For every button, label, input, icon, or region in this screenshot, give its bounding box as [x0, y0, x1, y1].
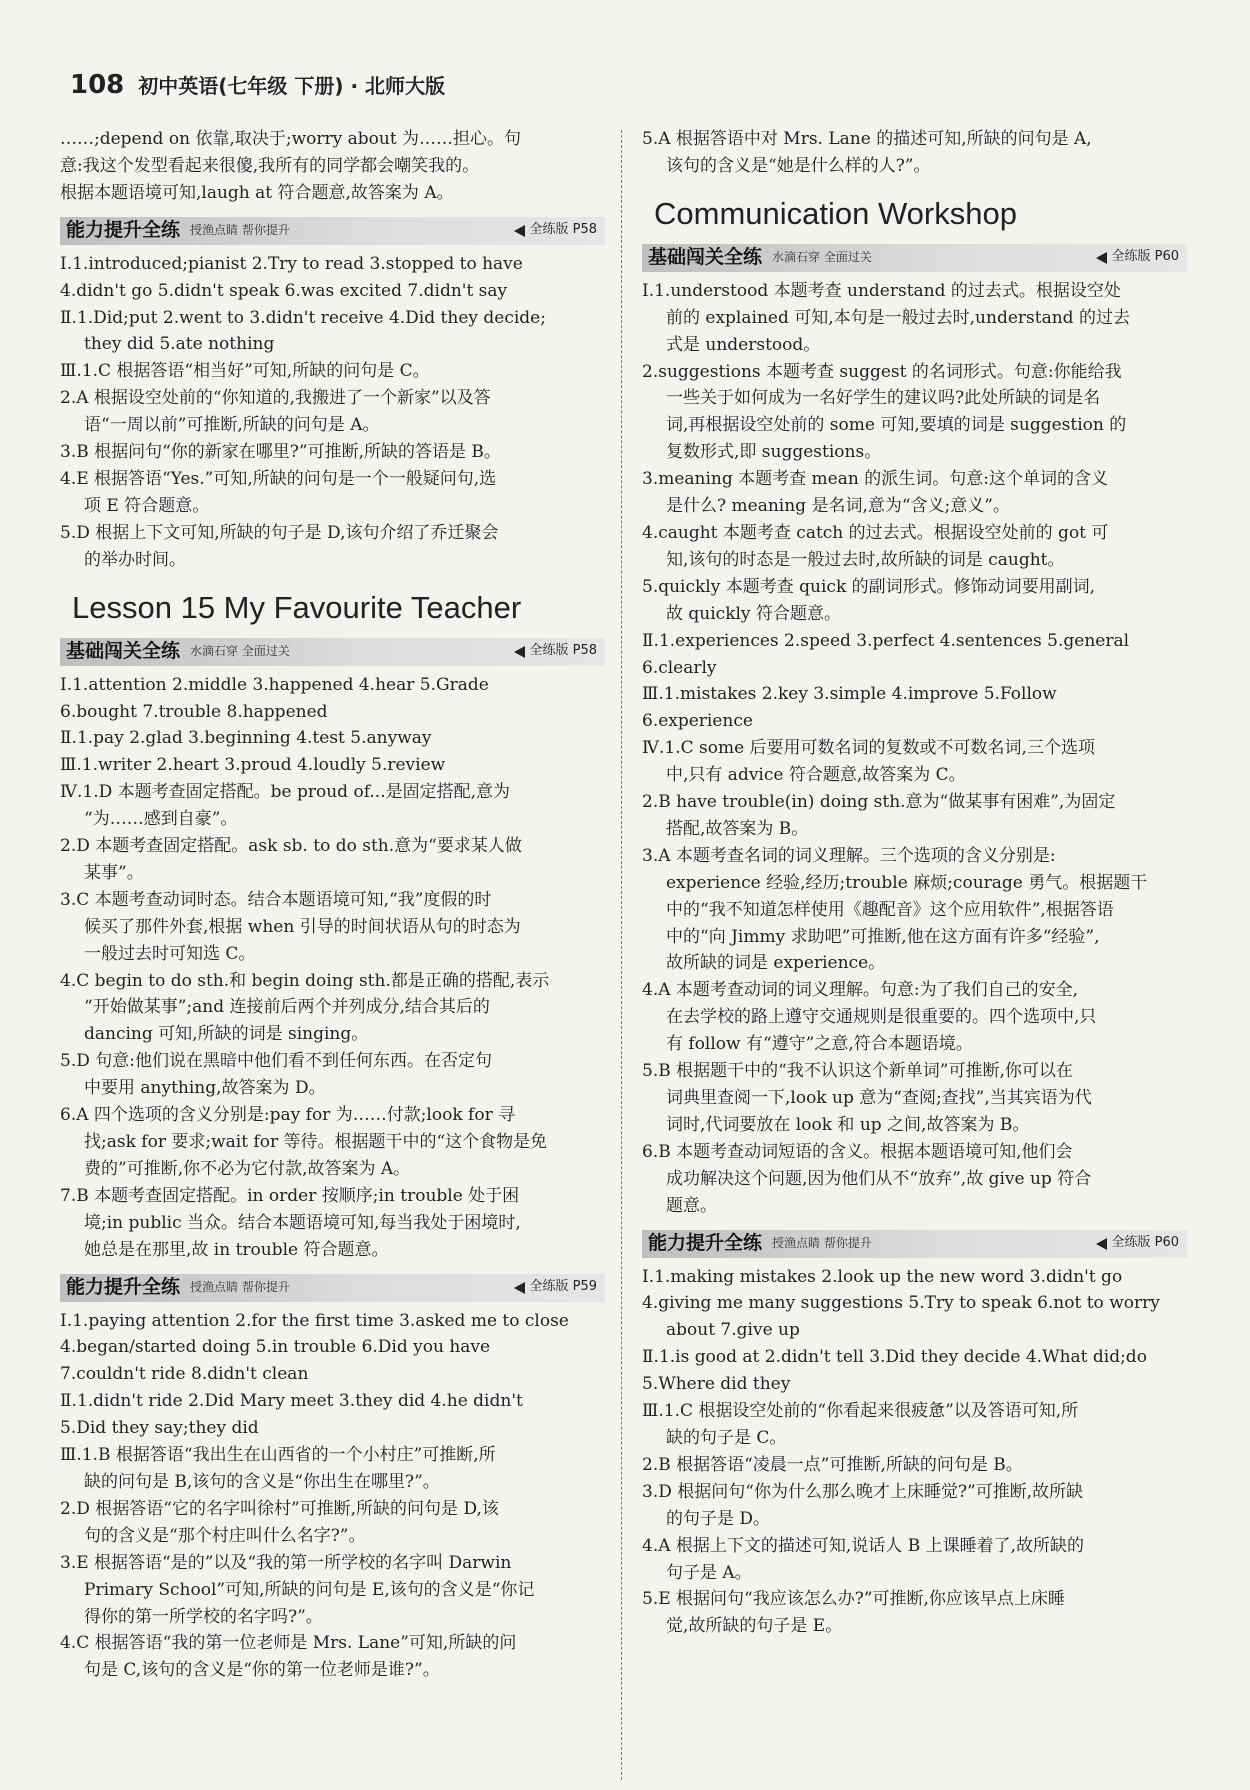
text-line: 境;in public 当众。结合本题语境可知,每当我处于困境时, — [84, 1212, 521, 1233]
section-band-basic-p58 — [60, 638, 605, 666]
text-line: 费的”可推断,你不必为它付款,故答案为 A。 — [84, 1158, 411, 1179]
text-line: 中要用 anything,故答案为 D。 — [84, 1078, 326, 1099]
band-ref: 全练版 P58 — [514, 217, 605, 244]
text-line: 词典里查阅一下,look up 意为“查阅;查找”,当其宾语为代 — [666, 1088, 1092, 1108]
text-line: 2.D 根据答语“它的名字叫徐村”可推断,所缺的问句是 D,该 — [60, 1498, 499, 1519]
page-number: 108 — [70, 70, 125, 100]
text-line: 故 quickly 符合题意。 — [666, 603, 841, 624]
text-line: 的举办时间。 — [84, 549, 186, 570]
section-band-ability-p60 — [642, 1230, 1187, 1258]
text-line: Ⅱ.1.is good at 2.didn't tell 3.Did they decide 4.What did;do — [642, 1347, 1147, 1368]
lesson-title: Lesson 15 My Favourite Teacher — [72, 589, 522, 625]
text-line: 故所缺的词是 experience。 — [666, 953, 886, 974]
text-line: 一般过去时可知选 C。 — [84, 943, 256, 964]
text-line: 式是 understood。 — [666, 334, 821, 355]
band-ref: 全练版 P60 — [1096, 244, 1187, 271]
text-line: 中,只有 advice 符合题意,故答案为 C。 — [666, 765, 966, 786]
section-band-basic-p60 — [642, 244, 1187, 272]
text-line: Ⅰ.1.paying attention 2.for the first time 3.asked me to close — [60, 1310, 569, 1331]
band-title: 能力提升全练 — [648, 1232, 763, 1255]
text-line: 3.B 根据问句“你的新家在哪里?”可推断,所缺的答语是 B。 — [60, 442, 501, 463]
text-line: Ⅲ.1.B 根据答语“我出生在山西省的一个小村庄”可推断,所 — [60, 1445, 496, 1466]
text-line: 搭配,故答案为 B。 — [666, 818, 809, 839]
text-line: 5.D 句意:他们说在黑暗中他们看不到任何东西。在否定句 — [60, 1051, 492, 1072]
band-title: 基础闯关全练 — [66, 640, 181, 663]
text-line: 中的“向 Jimmy 求助吧”可推断,他在这方面有许多“经验”, — [666, 926, 1100, 947]
left-column — [60, 126, 605, 1684]
text-line: 她总是在那里,故 in trouble 符合题意。 — [84, 1239, 389, 1260]
page-header — [70, 70, 445, 110]
band-ref: 全练版 P58 — [514, 638, 605, 665]
answers-ability-p60 — [642, 1264, 1187, 1641]
text-line: 3.A 本题考查名词的词义理解。三个选项的含义分别是: — [642, 845, 1056, 866]
text-line: 5.D 根据上下文可知,所缺的句子是 D,该句介绍了乔迁聚会 — [60, 522, 499, 543]
text-line: 3.D 根据问句“你为什么那么晚才上床睡觉?”可推断,故所缺 — [642, 1481, 1084, 1502]
text-line: 5.Where did they — [642, 1374, 791, 1395]
text-line: 5.quickly 本题考查 quick 的副词形式。修饰动词要用副词, — [642, 576, 1096, 597]
band-ref: 全练版 P60 — [1096, 1230, 1187, 1257]
band-subtitle: 授渔点睛 帮你提升 — [190, 223, 290, 238]
text-line: 5.Did they say;they did — [60, 1418, 259, 1439]
text-line: 7.couldn't ride 8.didn't clean — [60, 1364, 309, 1385]
band-ref: 全练版 P59 — [514, 1274, 605, 1301]
text-line: Ⅳ.1.C some 后要用可数名词的复数或不可数名词,三个选项 — [642, 738, 1095, 759]
text-line: 4.giving me many suggestions 5.Try to speak 6.not to worry — [642, 1293, 1160, 1314]
text-line: about 7.give up — [666, 1320, 800, 1341]
text-line: 句子是 A。 — [666, 1562, 752, 1583]
text-line: dancing 可知,所缺的词是 singing。 — [84, 1024, 369, 1045]
text-line: Ⅱ.1.Did;put 2.went to 3.didn't receive 4.Did they decide; — [60, 307, 546, 328]
text-line: 某事”。 — [84, 862, 144, 883]
text-line: 4.A 本题考查动词的词义理解。句意:为了我们自己的安全, — [642, 980, 1079, 1001]
text-line: 6.bought 7.trouble 8.happened — [60, 701, 328, 722]
right-intro — [642, 126, 1187, 180]
text-line: 意:我这个发型看起来很傻,我所有的同学都会嘲笑我的。 — [60, 155, 480, 176]
text-line: Ⅲ.1.writer 2.heart 3.proud 4.loudly 5.review — [60, 755, 446, 776]
band-title: 能力提升全练 — [66, 219, 181, 242]
text-line: 7.B 本题考查固定搭配。in order 按顺序;in trouble 处于困 — [60, 1185, 520, 1206]
text-line: 得你的第一所学校的名字吗?”。 — [84, 1606, 323, 1627]
text-line: 是什么? meaning 是名词,意为“含义;意义”。 — [666, 496, 1010, 517]
text-line: 根据本题语境可知,laugh at 符合题意,故答案为 A。 — [60, 182, 454, 203]
text-line: 中的“我不知道怎样使用《趣配音》这个应用软件”,根据答语 — [666, 899, 1114, 920]
text-line: 成功解决这个问题,因为他们从不“放弃”,故 give up 符合 — [666, 1168, 1092, 1189]
text-line: 2.B have trouble(in) doing sth.意为“做某事有困难”,为固定 — [642, 792, 1116, 813]
text-line: 词时,代词要放在 look 和 up 之间,故答案为 B。 — [666, 1114, 1030, 1135]
arrow-icon — [1096, 252, 1107, 264]
arrow-icon — [514, 646, 525, 658]
book-title: 初中英语(七年级 下册) · 北师大版 — [138, 74, 446, 98]
text-line: Ⅳ.1.D 本题考查固定搭配。be proud of...是固定搭配,意为 — [60, 782, 511, 803]
text-line: 语“一周以前”可推断,所缺的问句是 A。 — [84, 415, 380, 436]
text-line: 5.B 根据题干中的“我不认识这个新单词”可推断,你可以在 — [642, 1061, 1073, 1082]
answers-basic-p58 — [60, 672, 605, 1264]
text-line: 复数形式,即 suggestions。 — [666, 442, 882, 463]
text-line: 前的 explained 可知,本句是一般过去时,understand 的过去 — [666, 307, 1130, 328]
text-line: 有 follow 有“遵守”之意,符合本题语境。 — [666, 1034, 973, 1055]
text-line: “开始做某事”;and 连接前后两个并列成分,结合其后的 — [84, 997, 490, 1018]
text-line: 的句子是 D。 — [666, 1508, 771, 1529]
text-line: “为……感到自豪”。 — [84, 809, 238, 830]
text-line: Primary School”可知,所缺的问句是 E,该句的含义是“你记 — [84, 1579, 535, 1600]
text-line: 4.E 根据答语“Yes.”可知,所缺的问句是一个一般疑问句,选 — [60, 468, 497, 489]
text-line: 4.began/started doing 5.in trouble 6.Did you have — [60, 1337, 491, 1358]
arrow-icon — [1096, 1238, 1107, 1250]
right-column — [642, 126, 1187, 1640]
band-subtitle: 水滴石穿 全面过关 — [190, 644, 290, 659]
text-line: 觉,故所缺的句子是 E。 — [666, 1616, 843, 1637]
text-line: Ⅲ.1.mistakes 2.key 3.simple 4.improve 5.Follow — [642, 684, 1057, 705]
text-line: Ⅱ.1.pay 2.glad 3.beginning 4.test 5.anyway — [60, 728, 432, 749]
text-line: 在去学校的路上遵守交通规则是很重要的。四个选项中,只 — [666, 1007, 1097, 1028]
section-band-ability-p59 — [60, 1274, 605, 1302]
arrow-icon — [514, 1282, 525, 1294]
text-line: 4.A 根据上下文的描述可知,说话人 B 上课睡着了,故所缺的 — [642, 1535, 1085, 1556]
text-line: 2.suggestions 本题考查 suggest 的名词形式。句意:你能给我 — [642, 361, 1122, 382]
text-line: 4.C begin to do sth.和 begin doing sth.都是正确的搭配,表示 — [60, 970, 550, 991]
text-line: 5.A 根据答语中对 Mrs. Lane 的描述可知,所缺的问句是 A, — [642, 129, 1092, 149]
text-line: Ⅱ.1.experiences 2.speed 3.perfect 4.sentences 5.general — [642, 630, 1130, 651]
column-divider — [621, 130, 622, 1780]
text-line: 5.E 根据问句“我应该怎么办?”可推断,你应该早点上床睡 — [642, 1589, 1065, 1610]
text-line: 2.A 根据设空处前的“你知道的,我搬进了一个新家”以及答 — [60, 388, 491, 409]
band-title: 基础闯关全练 — [648, 246, 763, 269]
workshop-title: Communication Workshop — [654, 195, 1017, 231]
answers-ability-p59 — [60, 1308, 605, 1685]
text-line: 项 E 符合题意。 — [84, 495, 210, 516]
text-line: 词,再根据设空处前的 some 可知,要填的词是 suggestion 的 — [666, 415, 1127, 436]
text-line: Ⅰ.1.attention 2.middle 3.happened 4.hear 5.Grade — [60, 674, 489, 695]
text-line: 2.D 本题考查固定搭配。ask sb. to do sth.意为“要求某人做 — [60, 836, 522, 857]
text-line: 题意。 — [666, 1195, 717, 1216]
text-line: 3.meaning 本题考查 mean 的派生词。句意:这个单词的含义 — [642, 469, 1108, 490]
text-line: 3.E 根据答语“是的”以及“我的第一所学校的名字叫 Darwin — [60, 1552, 512, 1573]
text-line: Ⅰ.1.introduced;pianist 2.Try to read 3.stopped to have — [60, 253, 523, 274]
text-line: Ⅰ.1.making mistakes 2.look up the new word 3.didn't go — [642, 1266, 1123, 1287]
text-line: 该句的含义是“她是什么样的人?”。 — [666, 155, 931, 176]
text-line: they did 5.ate nothing — [84, 334, 275, 355]
band-subtitle: 授渔点睛 帮你提升 — [190, 1280, 290, 1295]
left-intro — [60, 126, 605, 207]
band-title: 能力提升全练 — [66, 1276, 181, 1299]
text-line: 6.B 本题考查动词短语的含义。根据本题语境可知,他们会 — [642, 1141, 1073, 1162]
text-line: 6.A 四个选项的含义分别是:pay for 为……付款;look for 寻 — [60, 1105, 516, 1126]
text-line: 6.clearly — [642, 657, 717, 678]
arrow-icon — [514, 225, 525, 237]
section-band-ability-p58 — [60, 217, 605, 245]
text-line: 找;ask for 要求;wait for 等待。根据题干中的“这个食物是免 — [84, 1132, 548, 1152]
answers-basic-p60 — [642, 278, 1187, 1220]
text-line: 知,该句的时态是一般过去时,故所缺的词是 caught。 — [666, 549, 1065, 570]
text-line: 2.B 根据答语“凌晨一点”可推断,所缺的问句是 B。 — [642, 1454, 1023, 1475]
text-line: 缺的问句是 B,该句的含义是“你出生在哪里?”。 — [84, 1471, 440, 1492]
text-line: 候买了那件外套,根据 when 引导的时间状语从句的时态为 — [84, 916, 521, 937]
text-line: 3.C 本题考查动词时态。结合本题语境可知,“我”度假的时 — [60, 889, 492, 910]
text-line: 一些关于如何成为一名好学生的建议吗?此处所缺的词是名 — [666, 388, 1101, 409]
text-line: Ⅰ.1.understood 本题考查 understand 的过去式。根据设空处 — [642, 280, 1121, 301]
text-line: Ⅲ.1.C 根据答语“相当好”可知,所缺的问句是 C。 — [60, 361, 430, 382]
band-subtitle: 水滴石穿 全面过关 — [772, 250, 872, 265]
text-line: Ⅲ.1.C 根据设空处前的“你看起来很疲惫”以及答语可知,所 — [642, 1401, 1079, 1422]
text-line: 4.didn't go 5.didn't speak 6.was excited 7.didn't say — [60, 280, 508, 301]
text-line: 句的含义是“那个村庄叫什么名字?”。 — [84, 1525, 366, 1546]
answers-ability-p58 — [60, 251, 605, 574]
text-line: 6.experience — [642, 711, 753, 732]
text-line: Ⅱ.1.didn't ride 2.Did Mary meet 3.they did 4.he didn't — [60, 1391, 523, 1412]
text-line: ……;depend on 依靠,取决于;worry about 为……担心。句 — [60, 129, 522, 149]
text-line: 4.caught 本题考查 catch 的过去式。根据设空处前的 got 可 — [642, 522, 1109, 543]
text-line: experience 经验,经历;trouble 麻烦;courage 勇气。根据题干 — [666, 872, 1148, 893]
text-line: 缺的句子是 C。 — [666, 1427, 787, 1448]
text-line: 句是 C,该句的含义是“你的第一位老师是谁?”。 — [84, 1660, 440, 1681]
text-line: 4.C 根据答语“我的第一位老师是 Mrs. Lane”可知,所缺的问 — [60, 1633, 517, 1654]
band-subtitle: 授渔点睛 帮你提升 — [772, 1236, 872, 1251]
